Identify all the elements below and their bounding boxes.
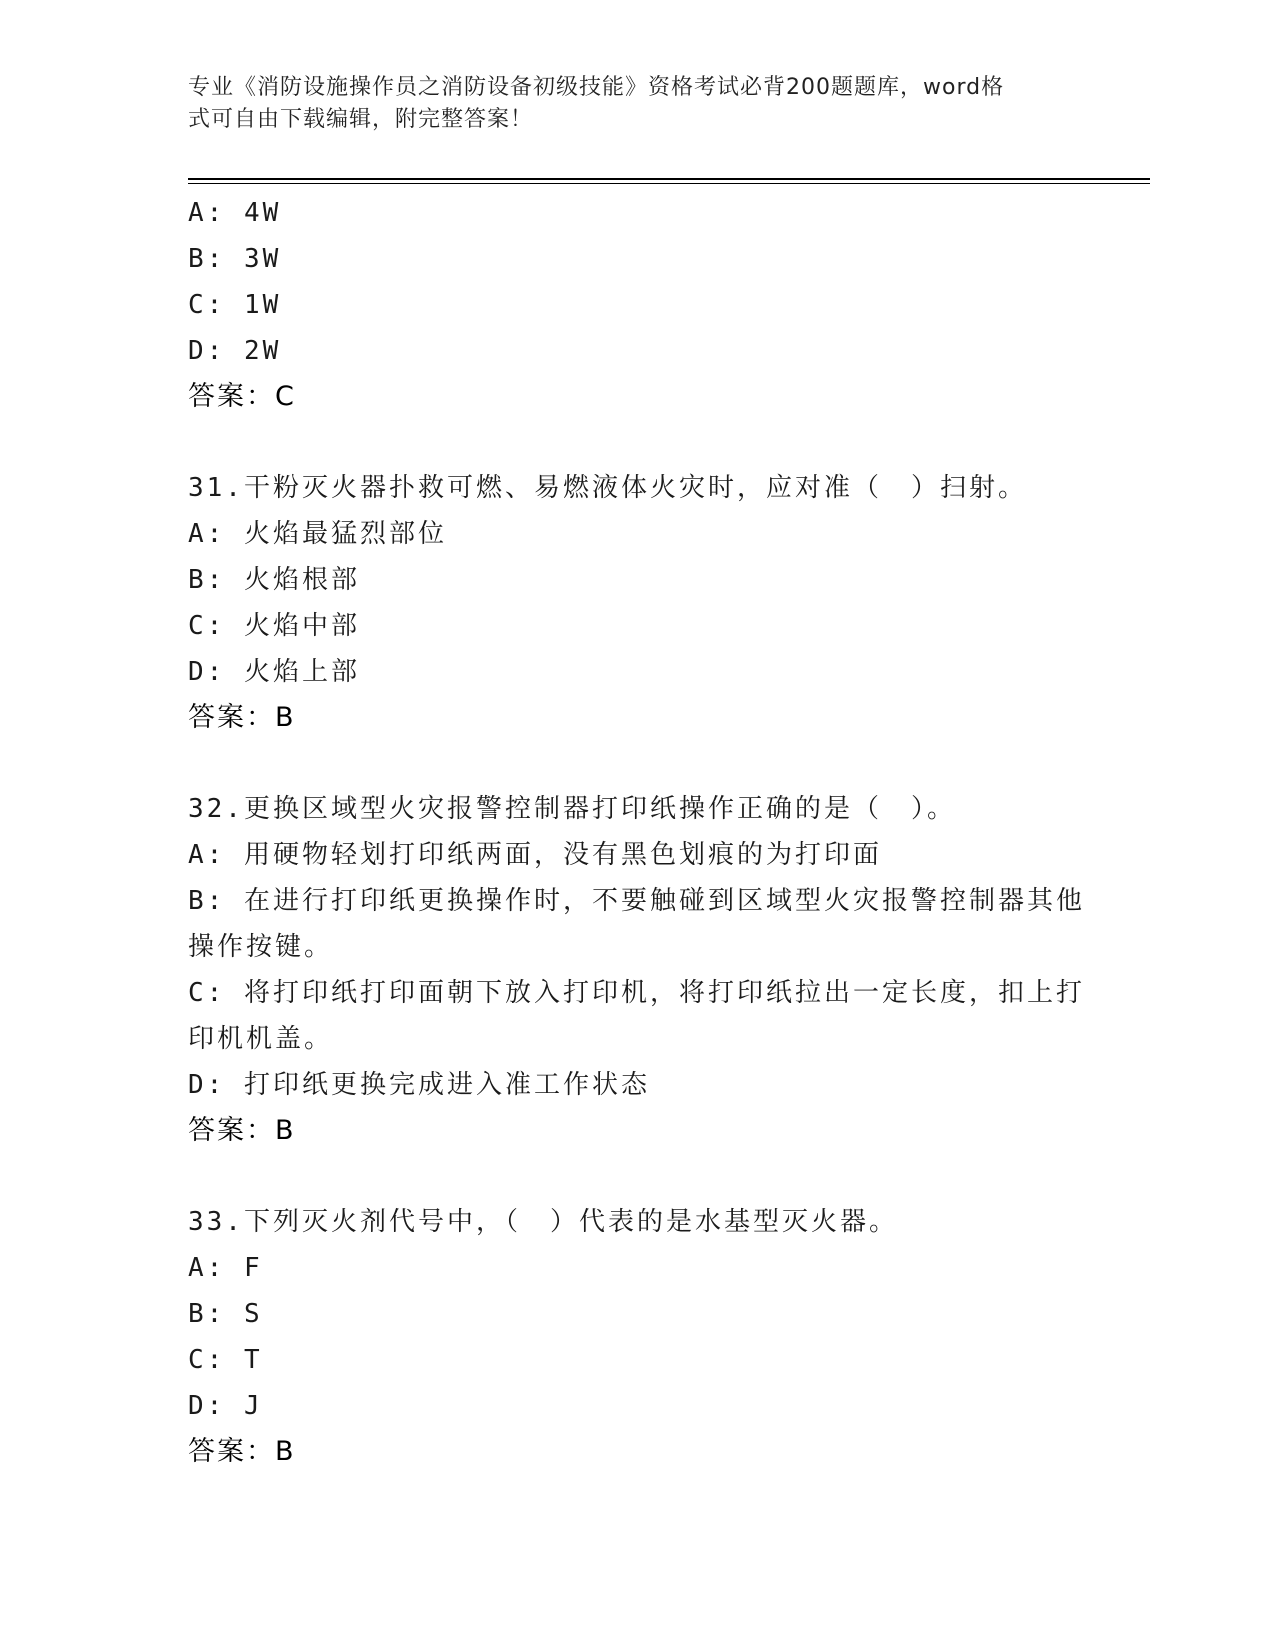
option-a: A: 4W — [188, 198, 282, 228]
question-text: 31.干粉灭火器扑救可燃、易燃液体火灾时，应对准（ ）扫射。 — [188, 473, 1027, 503]
answer-line: 答案：B — [188, 1436, 296, 1467]
header-rule-thin — [188, 183, 1150, 184]
spacer — [188, 420, 1088, 465]
option-d: D: 2W — [188, 336, 282, 366]
answer-line: 答案：B — [188, 1115, 296, 1146]
option-c: C: T — [188, 1345, 263, 1375]
option-b: B: 火焰根部 — [188, 565, 360, 595]
option-b-line-2: 操作按键。 — [188, 932, 334, 962]
question-text: 32.更换区域型火灾报警控制器打印纸操作正确的是（ ）。 — [188, 794, 956, 824]
question-block-30 — [188, 190, 1088, 420]
question-block-32 — [188, 786, 1088, 1154]
option-b: B: 3W — [188, 244, 282, 274]
option-c: C: 1W — [188, 290, 282, 320]
spacer — [188, 1154, 1088, 1199]
option-c: C: 火焰中部 — [188, 611, 360, 641]
option-a: A: 用硬物轻划打印纸两面，没有黑色划痕的为打印面 — [188, 840, 882, 870]
option-c-line-2: 印机机盖。 — [188, 1024, 334, 1054]
question-list — [188, 190, 1088, 1475]
document-header — [188, 72, 1068, 136]
option-b: B: S — [188, 1299, 263, 1329]
question-block-31 — [188, 465, 1088, 741]
option-d: D: 打印纸更换完成进入准工作状态 — [188, 1070, 650, 1100]
header-rule-thick — [188, 178, 1150, 180]
option-d: D: J — [188, 1391, 263, 1421]
option-d: D: 火焰上部 — [188, 657, 360, 687]
spacer — [188, 741, 1088, 786]
option-a: A: F — [188, 1253, 263, 1283]
option-c-line-1: C: 将打印纸打印面朝下放入打印机，将打印纸拉出一定长度，扣上打 — [188, 978, 1085, 1008]
header-line-1: 专业《消防设施操作员之消防设备初级技能》资格考试必背200题题库，word格 — [188, 75, 1005, 100]
question-text: 33.下列灭火剂代号中，（ ）代表的是水基型灭火器。 — [188, 1207, 898, 1237]
answer-line: 答案：B — [188, 702, 296, 733]
answer-line: 答案：C — [188, 381, 296, 412]
option-a: A: 火焰最猛烈部位 — [188, 519, 447, 549]
header-line-2: 式可自由下载编辑，附完整答案！ — [188, 107, 534, 132]
option-b-line-1: B: 在进行打印纸更换操作时，不要触碰到区域型火灾报警控制器其他 — [188, 886, 1085, 916]
question-block-33 — [188, 1199, 1088, 1475]
